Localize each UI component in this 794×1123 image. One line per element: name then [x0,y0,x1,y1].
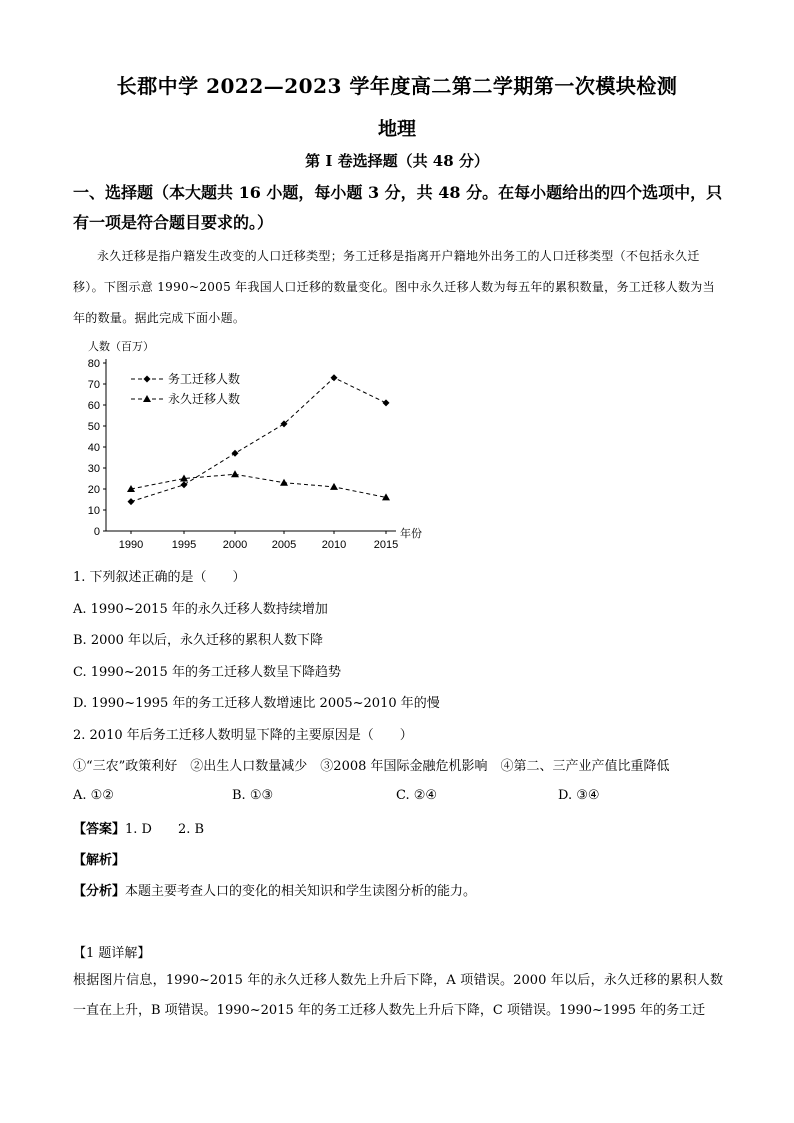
data-point-diamond [232,450,239,457]
x-axis-title: 年份 [400,528,422,540]
q1-option-d: D. 1990~1995 年的务工迁移人数增速比 2005~2010 年的慢 [73,696,440,711]
data-point-diamond [181,481,188,488]
fenxi-line [73,880,476,899]
fenxi-tag: 【分析】 [73,884,126,899]
x-tick-label: 2005 [271,539,297,550]
y-tick-label: 40 [87,442,100,454]
volume-heading: 第 I 卷选择题（共 48 分） [305,152,489,170]
legend-marker-diamond [144,376,151,383]
section-heading: 一、选择题（本大题共 16 小题，每小题 3 分，共 48 分。在每小题给出的四个选项中，只有一项是符合题目要求的。） [73,183,723,232]
q1-stem: 1. 下列叙述正确的是（ ） [73,570,246,585]
analysis-tag: 【解析】 [73,853,126,868]
q1-option-b: B. 2000 年以后，永久迁移的累积人数下降 [73,633,324,648]
q2-option-b: B. ①③ [232,788,274,803]
legend-label-2: 永久迁移人数 [168,392,241,406]
y-tick-label: 50 [87,421,100,433]
fenxi-text: 本题主要考查人口的变化的相关知识和学生读图分析的能力。 [125,884,477,899]
y-tick-label: 60 [87,400,100,412]
q2-option-a: A. ①② [73,788,114,803]
data-point-diamond [128,498,135,505]
y-tick-label: 80 [87,358,100,370]
answer-tag: 【答案】 [73,822,126,837]
migration-line-chart [76,334,436,550]
series-line-2 [131,474,386,497]
question-passage: 永久迁移是指户籍发生改变的人口迁移类型；务工迁移是指离开户籍地外出务工的人口迁移类型（不包括永久迁移）。下图示意 1990~2005 年我国人口迁移的数量变化。图中永久迁移人数为每五年的累积数量，务工迁移人数为当年的数量。据此完成下面小题。 [73,249,715,325]
y-tick-label: 20 [87,484,100,496]
q2-option-d: D. ③④ [558,788,600,803]
q2-stem: 2. 2010 年后务工迁移人数明显下降的主要原因是（ ） [73,728,413,743]
y-tick-label: 70 [87,379,100,391]
x-tick-label: 2015 [373,539,399,550]
answer-line [73,818,204,837]
detail-heading: 【1 题详解】 [73,946,151,961]
legend-label-1: 务工迁移人数 [168,372,241,386]
subject-title: 地理 [377,118,416,140]
detail-text: 根据图片信息，1990~2015 年的永久迁移人数先上升后下降，A 项错误。2000 年以后，永久迁移的累积人数一直在上升，B 项错误。1990~2015 年的务工迁移人数先上升后下降，C 项错误。1990~1995 年的务工迁 [73,973,723,1018]
y-tick-label: 0 [93,526,100,538]
x-tick-label: 2000 [222,539,248,550]
data-point-triangle [330,483,338,490]
data-point-diamond [383,399,390,406]
x-tick-label: 1990 [118,539,144,550]
q2-option-c: C. ②④ [396,788,438,803]
answer-text: 1. D 2. B [125,822,205,837]
exam-title: 长郡中学 2022—2023 学年度高二第二学期第一次模块检测 [116,74,678,98]
y-axis-title: 人数（百万） [88,341,154,353]
legend-marker-triangle [143,395,151,402]
y-tick-label: 30 [87,463,100,475]
data-point-triangle [231,470,239,477]
q1-option-c: C. 1990~2015 年的务工迁移人数呈下降趋势 [73,665,341,680]
q2-statements: ①“三农”政策利好 ②出生人口数量减少 ③2008 年国际金融危机影响 ④第二、三产业产值比重降低 [73,759,670,774]
q1-option-a: A. 1990~2015 年的永久迁移人数持续增加 [73,602,328,617]
analysis-line [73,849,125,868]
y-tick-label: 10 [87,505,100,517]
data-point-diamond [331,374,338,381]
x-tick-label: 2010 [321,539,347,550]
x-tick-label: 1995 [171,539,197,550]
data-point-triangle [280,479,288,486]
